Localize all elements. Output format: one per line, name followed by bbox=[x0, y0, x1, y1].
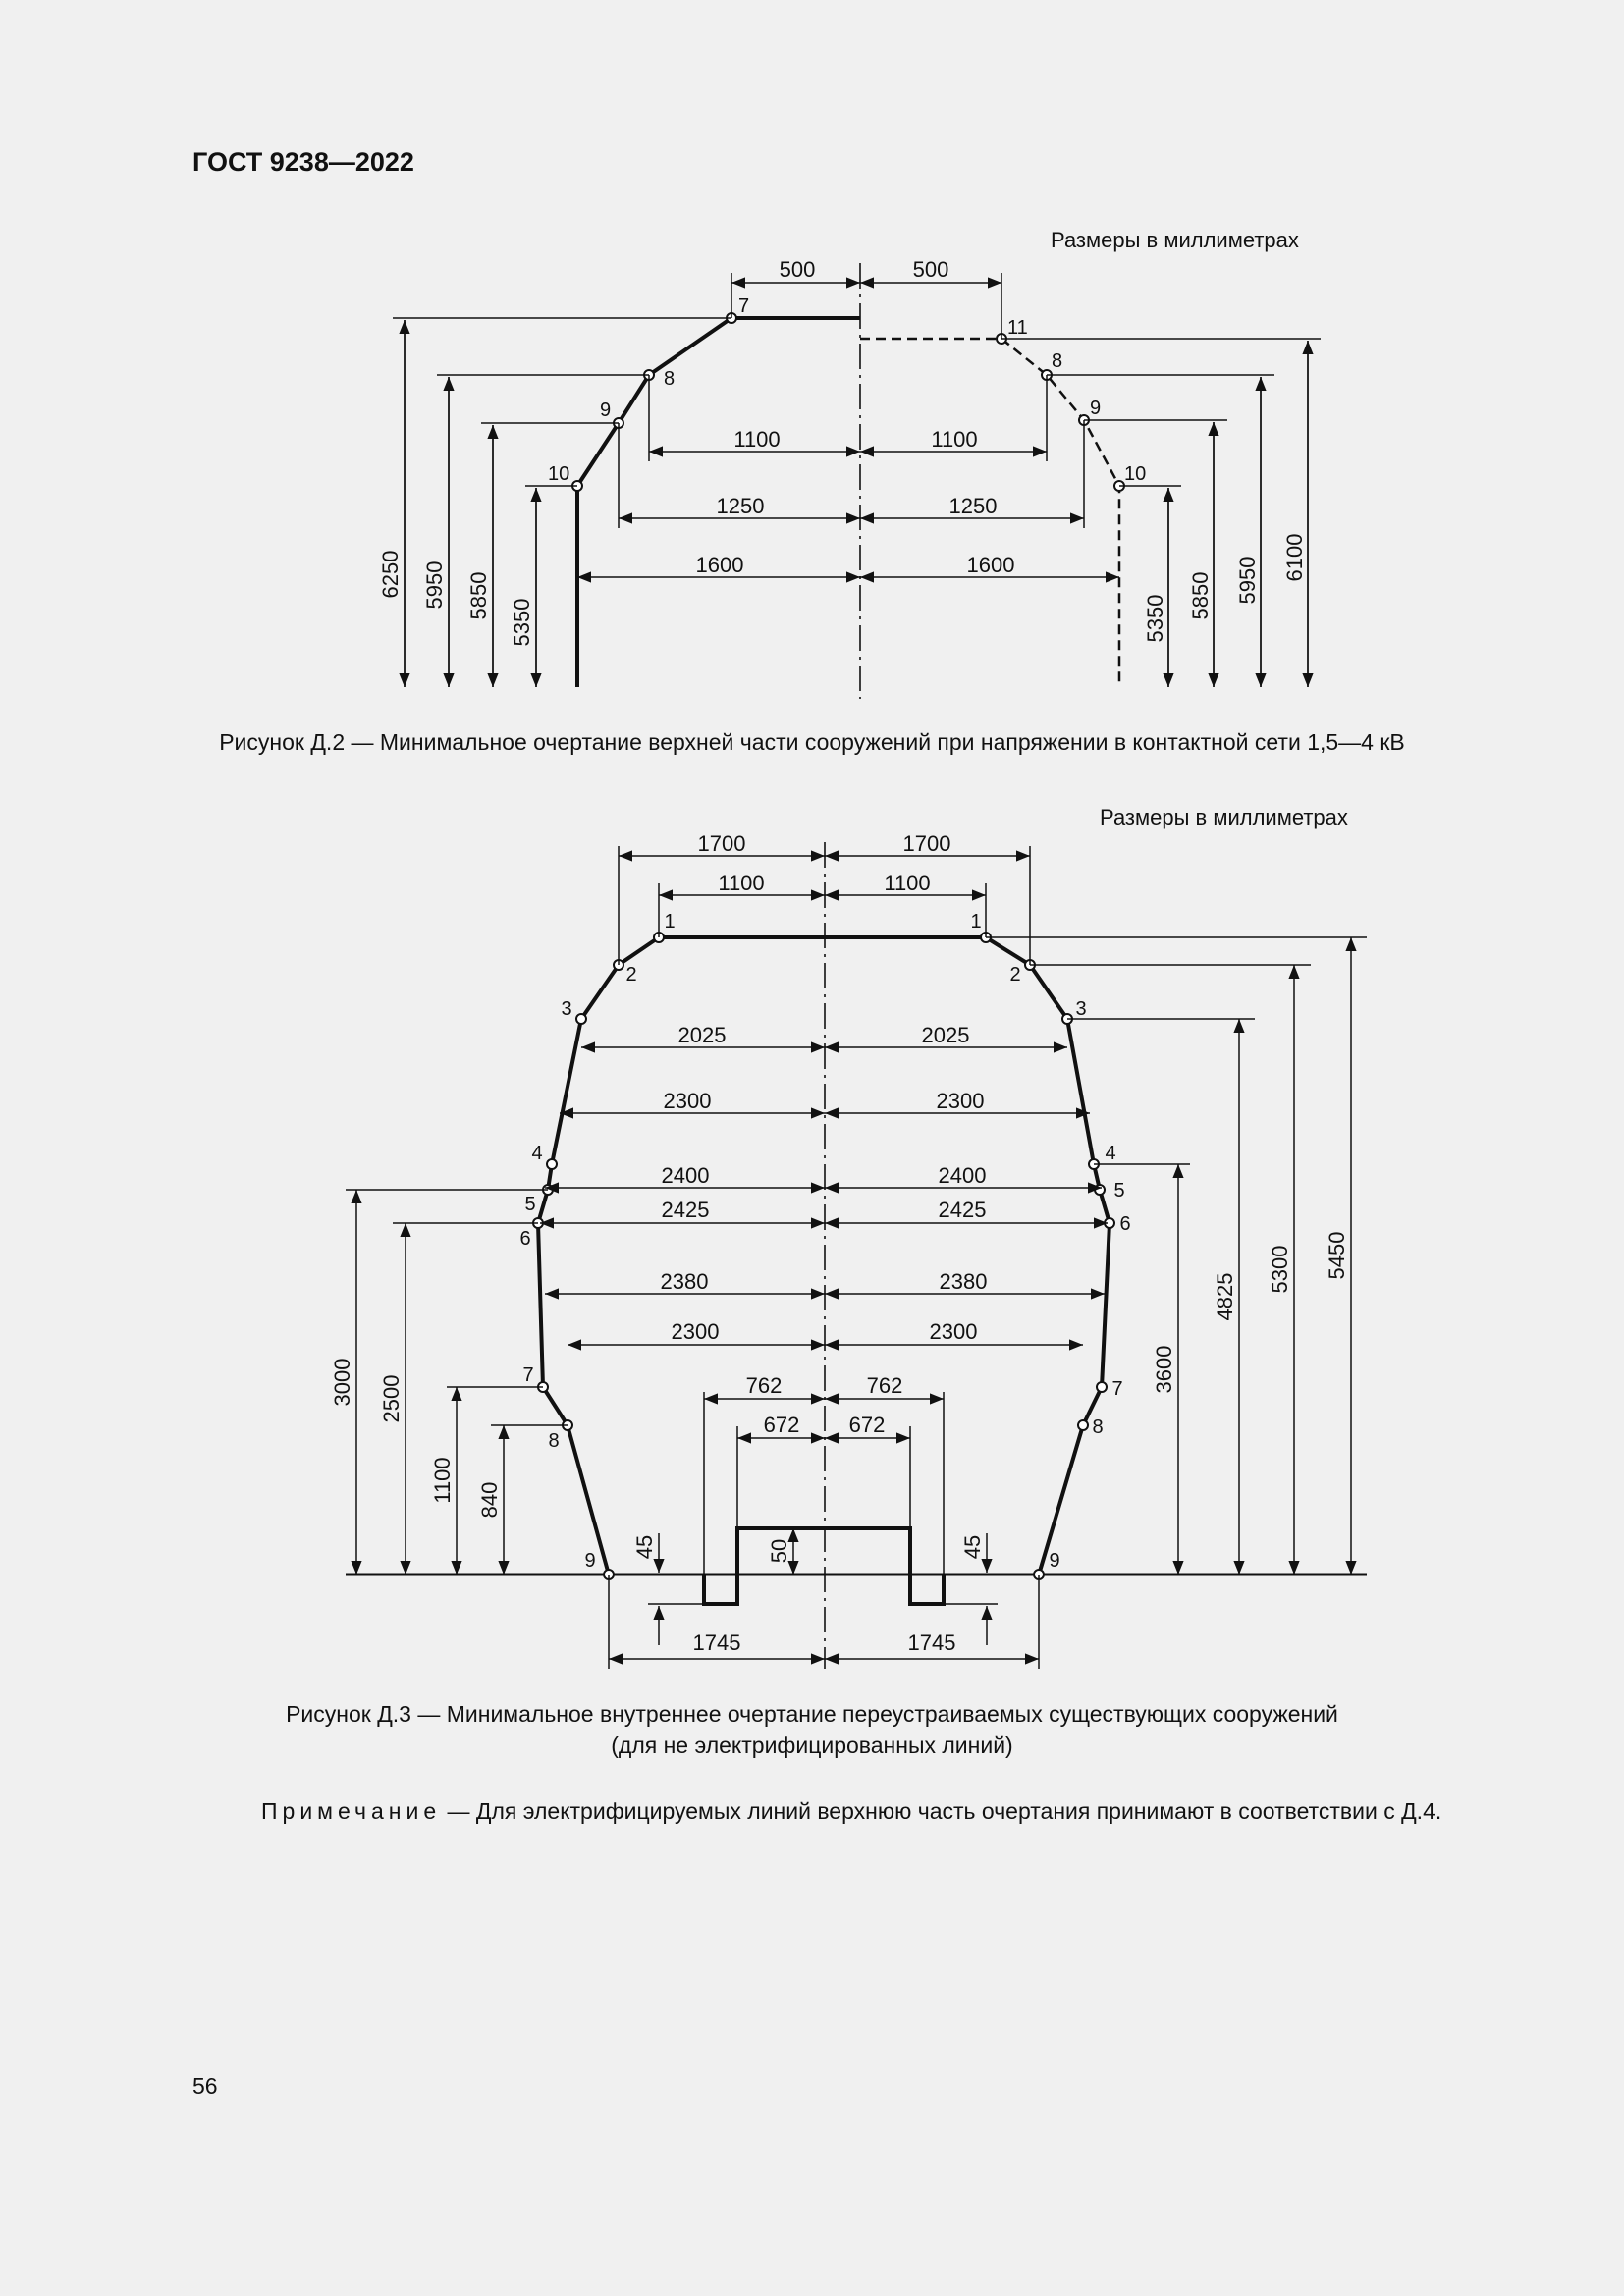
figure-d2-caption: Рисунок Д.2 — Минимальное очертание верхней части сооружений при напряжении в контактной сети 1,5—4 кВ bbox=[219, 729, 1405, 755]
point-10-right: 10 bbox=[1124, 463, 1147, 485]
point-8-left: 8 bbox=[548, 1430, 560, 1452]
point-3-left: 3 bbox=[561, 998, 572, 1020]
height-45-right: 45 bbox=[960, 1534, 985, 1560]
height-5350-left: 5350 bbox=[510, 598, 534, 647]
figure-d3-caption-line1: Рисунок Д.3 — Минимальное внутреннее очертание переустраиваемых существующих сооружений bbox=[286, 1701, 1338, 1727]
dim-2300-lower-left: 2300 bbox=[671, 1319, 720, 1344]
point-9-right: 9 bbox=[1049, 1550, 1060, 1572]
height-50: 50 bbox=[767, 1538, 791, 1564]
dim-2300-upper-right: 2300 bbox=[936, 1089, 985, 1113]
point-6-right: 6 bbox=[1119, 1213, 1131, 1235]
point-9-right: 9 bbox=[1090, 398, 1102, 419]
dim-2425-right: 2425 bbox=[938, 1198, 987, 1222]
point-2-right: 2 bbox=[1009, 964, 1021, 986]
dim-2025-left: 2025 bbox=[677, 1023, 727, 1047]
point-4-left: 4 bbox=[531, 1143, 543, 1164]
height-2500: 2500 bbox=[379, 1374, 404, 1423]
note-label: Примечание bbox=[261, 1798, 442, 1824]
height-5300: 5300 bbox=[1268, 1245, 1292, 1294]
dim-1250-left: 1250 bbox=[716, 494, 765, 518]
dim-762-left: 762 bbox=[745, 1373, 783, 1398]
page-number: 56 bbox=[192, 2073, 218, 2099]
height-6250: 6250 bbox=[378, 550, 403, 599]
point-11: 11 bbox=[1007, 317, 1028, 339]
dim-1745-left: 1745 bbox=[692, 1630, 741, 1655]
height-1100: 1100 bbox=[430, 1457, 455, 1504]
units-note-d2: Размеры в миллиметрах bbox=[1051, 228, 1299, 252]
point-7-right: 7 bbox=[1111, 1378, 1123, 1400]
height-5950-right: 5950 bbox=[1235, 556, 1260, 605]
dim-1250-right: 1250 bbox=[948, 494, 998, 518]
point-4-right: 4 bbox=[1105, 1143, 1116, 1164]
height-45-left: 45 bbox=[632, 1534, 657, 1560]
dim-672-right: 672 bbox=[848, 1413, 886, 1437]
figure-d2-drawing bbox=[378, 257, 1321, 699]
point-3-right: 3 bbox=[1075, 998, 1087, 1020]
height-5950-left: 5950 bbox=[422, 561, 447, 610]
point-9-left: 9 bbox=[584, 1550, 596, 1572]
dim-2400-right: 2400 bbox=[938, 1163, 987, 1188]
dim-1700-left: 1700 bbox=[697, 831, 746, 856]
point-5-right: 5 bbox=[1113, 1180, 1125, 1201]
point-1-left: 1 bbox=[664, 911, 676, 933]
dim-2300-lower-right: 2300 bbox=[929, 1319, 978, 1344]
height-5450: 5450 bbox=[1325, 1231, 1349, 1280]
rail-profile bbox=[704, 1528, 944, 1604]
dim-2300-upper-left: 2300 bbox=[663, 1089, 712, 1113]
height-5850-left: 5850 bbox=[466, 571, 491, 620]
point-6-left: 6 bbox=[519, 1228, 531, 1250]
point-2-left: 2 bbox=[625, 964, 637, 986]
structure-outline bbox=[538, 937, 1110, 1575]
units-note-d3: Размеры в миллиметрах bbox=[1100, 805, 1348, 829]
height-5350-right: 5350 bbox=[1143, 594, 1167, 643]
dim-2400-left: 2400 bbox=[661, 1163, 710, 1188]
point-8-left: 8 bbox=[664, 368, 676, 390]
point-5-left: 5 bbox=[524, 1194, 536, 1215]
dim-762-right: 762 bbox=[866, 1373, 903, 1398]
dim-top-left: 500 bbox=[779, 257, 816, 282]
height-3600: 3600 bbox=[1152, 1345, 1176, 1394]
point-8-right: 8 bbox=[1052, 350, 1063, 372]
dim-2380-left: 2380 bbox=[660, 1269, 709, 1294]
dim-1100-right: 1100 bbox=[884, 871, 931, 895]
dim-1100-left: 1100 bbox=[733, 427, 781, 452]
dim-1600-right: 1600 bbox=[966, 553, 1015, 577]
dim-1700-right: 1700 bbox=[902, 831, 951, 856]
point-7: 7 bbox=[738, 295, 750, 317]
dim-1100-right: 1100 bbox=[931, 427, 978, 452]
document-header: ГОСТ 9238—2022 bbox=[192, 147, 414, 177]
dim-2425-left: 2425 bbox=[661, 1198, 710, 1222]
dim-top-right: 500 bbox=[912, 257, 949, 282]
dim-1745-right: 1745 bbox=[907, 1630, 956, 1655]
figure-d3-drawing bbox=[330, 831, 1367, 1669]
point-10-left: 10 bbox=[548, 463, 570, 485]
note-paragraph bbox=[192, 1794, 1508, 1828]
point-9-left: 9 bbox=[600, 400, 612, 421]
note-text: — Для электрифицируемых линий верхнюю часть очертания принимают в соответствии с Д.4. bbox=[441, 1798, 1442, 1824]
dim-672-left: 672 bbox=[763, 1413, 800, 1437]
contour-points bbox=[572, 313, 1124, 491]
point-8-right: 8 bbox=[1092, 1416, 1104, 1438]
height-840: 840 bbox=[477, 1481, 502, 1519]
dim-2380-right: 2380 bbox=[939, 1269, 988, 1294]
dim-1600-left: 1600 bbox=[695, 553, 744, 577]
height-4825: 4825 bbox=[1213, 1272, 1237, 1321]
outline-points bbox=[533, 933, 1114, 1579]
dim-1100-left: 1100 bbox=[718, 871, 765, 895]
point-7-left: 7 bbox=[522, 1364, 534, 1386]
height-6100: 6100 bbox=[1282, 533, 1307, 582]
figure-d3-caption-line2: (для не электрифицированных линий) bbox=[611, 1733, 1013, 1758]
height-3000: 3000 bbox=[330, 1358, 354, 1407]
height-5850-right: 5850 bbox=[1188, 571, 1213, 620]
dim-2025-right: 2025 bbox=[921, 1023, 970, 1047]
point-1-right: 1 bbox=[970, 911, 982, 933]
